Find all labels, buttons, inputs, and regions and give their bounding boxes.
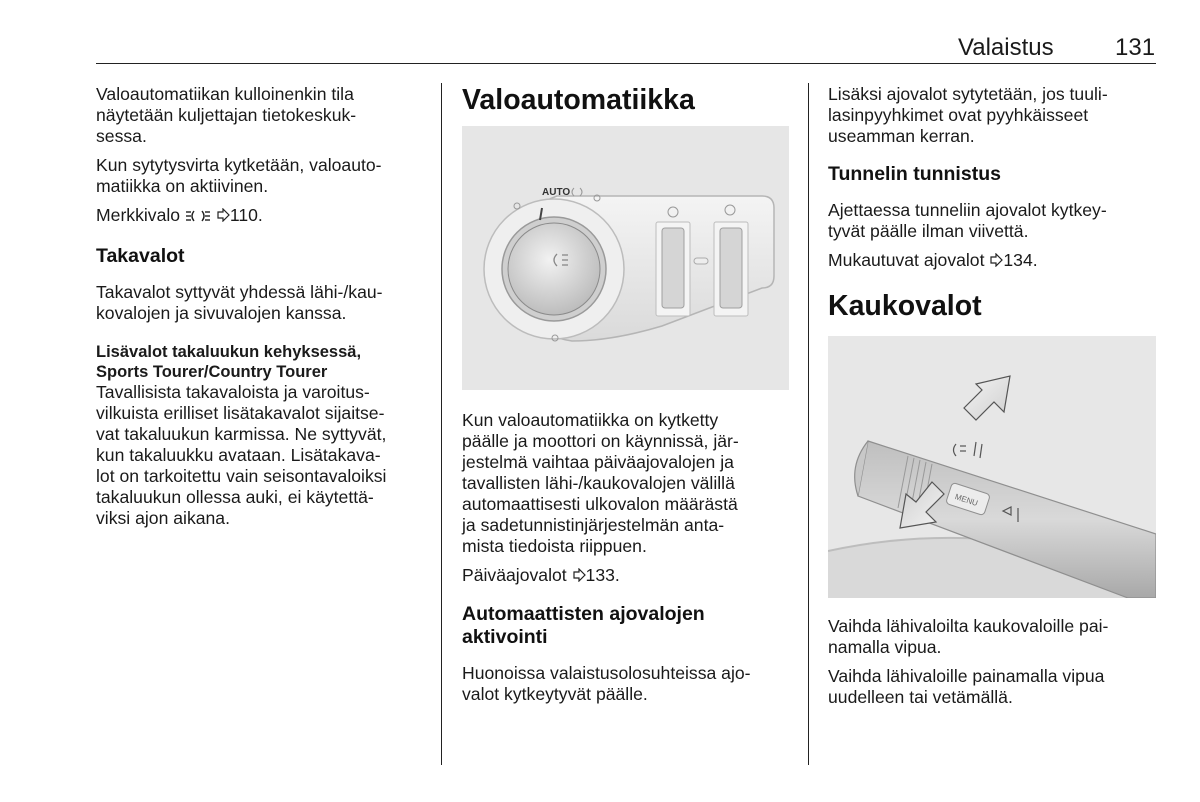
page-reference[interactable]: 134. (989, 250, 1037, 270)
column-2 (462, 84, 792, 705)
header-divider (96, 63, 1156, 64)
heading-tunnelin: Tunnelin tunnistus (828, 163, 1001, 185)
heading-valoautomatiikka: Valoautomatiikka (462, 84, 695, 116)
column-1 (96, 84, 431, 529)
page-reference-arrow-icon (216, 206, 230, 227)
heading-automaattisten: Automaattisten ajovalojen aktivointi (462, 603, 705, 648)
heading-kaukovalot: Kaukovalot (828, 290, 982, 322)
turn-signal-stalk-illustration (828, 336, 1156, 598)
paragraph-wipers: Lisäksi ajovalot sytytetään, jos tuuli- lasinpyyhkimet ovat pyyhkäisseet useamman kerran. (828, 84, 1108, 146)
stalk-figure (828, 336, 1156, 598)
heading-takavalot: Takavalot (96, 245, 185, 267)
auto-label: AUTO (542, 187, 571, 198)
menu-label: MENU (953, 492, 979, 508)
page-reference[interactable]: 133. (572, 565, 620, 585)
paragraph-drl-ref: Päiväajovalot 133. (462, 565, 620, 585)
light-switch-illustration (462, 126, 789, 390)
light-switch-figure (462, 126, 789, 390)
paragraph-auto-lights: Kun valoautomatiikka on kytketty päälle ja moottori on käynnissä, jär- jestelmä vaihtaa päiväajovalojen ja tavallisten lähi-/kaukovalojen välillä automaattisesti ulkovalon määrästä ja sadetunnistinjärjestelmän anta- mista tiedoista riippuen. (462, 410, 739, 556)
column-divider-2 (808, 83, 809, 765)
page-reference-arrow-icon (989, 251, 1003, 272)
column-divider-1 (441, 83, 442, 765)
paragraph-indicator-ref: Merkkivalo 110. (96, 205, 431, 228)
heading-lisavalot: Lisävalot takaluukun kehyksessä, Sports Tourer/Country Tourer (96, 343, 362, 381)
position-lights-icon (185, 207, 211, 228)
paragraph-rear-lights: Takavalot syttyvät yhdessä lähi-/kau- kovalojen ja sivuvalojen kanssa. (96, 282, 383, 323)
paragraph-ignition: Kun sytytysvirta kytketään, valoauto- matiikka on aktiivinen. (96, 155, 382, 196)
page-reference[interactable]: 110. (216, 205, 263, 225)
column-3 (828, 84, 1158, 708)
paragraph-tunnel: Ajettaessa tunneliin ajovalot kytkey- tyvät päälle ilman viivettä. (828, 200, 1107, 241)
paragraph-high-beam: Vaihda lähivaloilta kaukovaloille pai- namalla vipua. (828, 616, 1109, 657)
page-reference-arrow-icon (572, 566, 586, 587)
paragraph-light-status: Valoautomatiikan kulloinenkin tila näytetään kuljettajan tietokeskuk- sessa. (96, 84, 357, 146)
paragraph-low-beam: Vaihda lähivaloille painamalla vipua uudelleen tai vetämällä. (828, 666, 1105, 707)
paragraph-adaptive-ref: Mukautuvat ajovalot 134. (828, 250, 1038, 270)
paragraph-poor-light: Huonoissa valaistusolosuhteissa ajo- valot kytkeytyvät päälle. (462, 663, 751, 704)
paragraph-extra-rear-lights: Tavallisista takavaloista ja varoitus- vilkuista erilliset lisätakavalot sijaitse- vat takaluukun karmissa. Ne syttyvät, kun takaluukku avataan. Lisätakava- lot on tarkoitettu vain seisontavaloiksi takaluukun ollessa auki, ei käytettä- viksi ajon aikana. (96, 382, 387, 528)
page-number: 131 (1115, 34, 1156, 61)
section-title: Valaistus (958, 34, 1054, 61)
